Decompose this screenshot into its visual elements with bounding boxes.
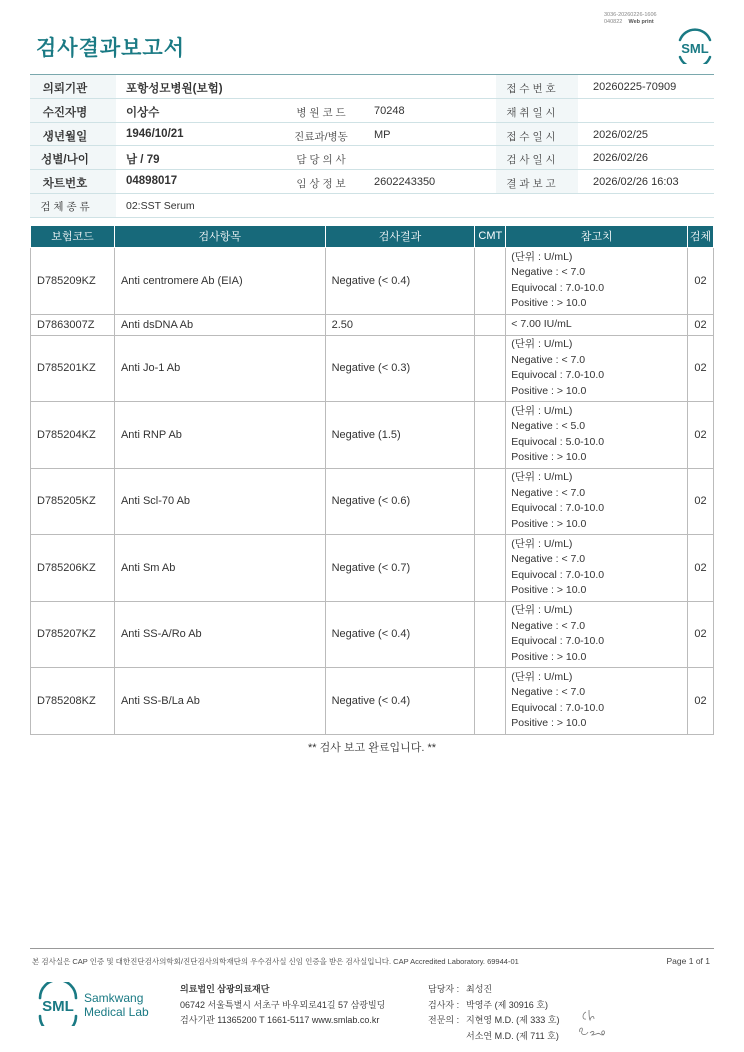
- reference-line: Negative : < 7.0: [511, 266, 586, 278]
- cell-insurance-code: D785208KZ: [31, 668, 115, 735]
- cell-reference: [506, 335, 688, 402]
- reference-line: Positive : > 10.0: [511, 517, 587, 530]
- info-label: 생년월일: [42, 130, 88, 143]
- reference-line: Negative : < 7.0: [511, 486, 586, 499]
- col-header-code: 보험코드: [31, 226, 115, 247]
- cell-cmt: [475, 468, 506, 535]
- reference-line: Positive : > 10.0: [511, 384, 587, 397]
- reference-line: Equivocal : 7.0-10.0: [511, 701, 605, 714]
- cell-insurance-code: D785209KZ: [31, 247, 115, 314]
- cell-reference: [506, 601, 688, 668]
- cell-cmt: [475, 535, 506, 602]
- reference-line: (단위 : U/mL): [511, 604, 573, 617]
- cell-insurance-code: D785206KZ: [31, 535, 115, 602]
- reference-line: Positive : > 10.0: [511, 451, 587, 464]
- cell-result: Negative (< 0.4): [325, 247, 475, 314]
- info-label: 성별/나이: [41, 154, 89, 167]
- col-header-specimen: 검체: [687, 226, 713, 247]
- foundation-contact: 검사기관 11365200 T 1661-5117 www.smlab.co.kr: [180, 1015, 380, 1025]
- cell-result: Negative (< 0.4): [325, 601, 475, 668]
- staff-name: 최성진: [466, 984, 493, 994]
- table-row: [31, 402, 714, 469]
- cell-result: Negative (< 0.7): [325, 535, 475, 602]
- info-value: 2602243350: [374, 176, 436, 189]
- staff-role: 전문의 :: [428, 1015, 460, 1025]
- col-header-result: 검사결과: [325, 226, 475, 247]
- info-label: 진료과/병동: [294, 130, 348, 143]
- reference-line: Negative : < 7.0: [511, 553, 586, 566]
- cell-reference: [506, 468, 688, 535]
- cell-cmt: [475, 601, 506, 668]
- info-label: 수진자명: [42, 106, 88, 119]
- foundation-address: 06742 서울특별시 서초구 바우뫼로41길 57 삼광빌딩: [180, 999, 386, 1010]
- info-label: 채 취 일 시: [506, 106, 556, 119]
- table-row: [31, 335, 714, 402]
- sml-logo: [674, 26, 716, 64]
- reference-line: Equivocal : 7.0-10.0: [511, 502, 605, 515]
- info-label: 병 원 코 드: [296, 106, 346, 119]
- info-row: [30, 99, 714, 123]
- cell-insurance-code: D785207KZ: [31, 601, 115, 668]
- table-row: [31, 314, 714, 335]
- reference-line: Equivocal : 7.0-10.0: [511, 635, 605, 648]
- cell-specimen: 02: [687, 402, 713, 469]
- info-row: [30, 146, 714, 170]
- info-label: 접 수 번 호: [506, 83, 556, 95]
- cell-result: 2.50: [325, 314, 475, 335]
- reference-line: Equivocal : 7.0-10.0: [511, 281, 605, 294]
- table-row: [31, 247, 714, 314]
- cell-specimen: 02: [687, 247, 713, 314]
- info-value: 남 / 79: [126, 154, 160, 167]
- staff-name: 서소연 M.D. (제 711 호): [466, 1030, 559, 1041]
- cell-test-item: Anti Scl-70 Ab: [114, 468, 325, 535]
- cell-result: Negative (< 0.4): [325, 668, 475, 735]
- table-row: [31, 535, 714, 602]
- cell-specimen: 02: [687, 601, 713, 668]
- samkwang-logo: [36, 982, 166, 1026]
- staff-role: 검사자 :: [428, 999, 460, 1010]
- reference-line: Equivocal : 7.0-10.0: [511, 369, 605, 382]
- reference-line: Equivocal : 7.0-10.0: [511, 568, 605, 581]
- cell-insurance-code: D785204KZ: [31, 402, 115, 469]
- reference-line: Positive : > 10.0: [511, 717, 587, 730]
- cell-result: Negative (< 0.3): [325, 335, 475, 402]
- info-row: [30, 123, 714, 147]
- info-label: 차트번호: [42, 178, 88, 191]
- table-row: [31, 601, 714, 668]
- col-header-item: 검사항목: [114, 226, 325, 247]
- cell-insurance-code: D7863007Z: [31, 314, 115, 335]
- cell-insurance-code: D785201KZ: [31, 335, 115, 402]
- foundation-name: 의료법인 삼광의료재단: [180, 984, 270, 994]
- print-code-line1: 3036-20260226-1606: [604, 12, 657, 18]
- reference-line: Negative : < 5.0: [511, 420, 586, 433]
- info-label: 의뢰기관: [42, 83, 88, 95]
- info-value: 포항성모병원(보험): [126, 83, 223, 95]
- cell-specimen: 02: [687, 314, 713, 335]
- signature-image: [576, 1004, 610, 1040]
- cell-test-item: Anti Jo-1 Ab: [114, 335, 325, 402]
- staff-row: [428, 1013, 559, 1029]
- results-header-row: [31, 226, 714, 247]
- print-code-line2: 040822: [604, 18, 623, 25]
- page-number: Page 1 of 1: [666, 956, 710, 966]
- cell-cmt: [475, 402, 506, 469]
- info-value: 04898017: [126, 175, 178, 188]
- cell-reference: [506, 535, 688, 602]
- reference-line: Positive : > 10.0: [511, 650, 587, 663]
- info-row: [30, 194, 714, 218]
- cell-test-item: Anti centromere Ab (EIA): [114, 247, 325, 314]
- logo-name: Medical Lab: [84, 1005, 149, 1019]
- cell-cmt: [475, 668, 506, 735]
- table-row: [31, 468, 714, 535]
- col-header-cmt: CMT: [475, 226, 506, 247]
- cell-test-item: Anti RNP Ab: [114, 402, 325, 469]
- cell-test-item: Anti SS-A/Ro Ab: [114, 601, 325, 668]
- patient-info: [30, 75, 714, 218]
- staff-role: 담당자 :: [428, 984, 460, 994]
- info-value: 02:SST Serum: [126, 199, 195, 212]
- reference-line: (단위 : U/mL): [511, 250, 573, 263]
- cell-test-item: Anti dsDNA Ab: [114, 314, 325, 335]
- cell-result: Negative (1.5): [325, 402, 475, 469]
- info-value: 이상수: [126, 106, 160, 119]
- completion-note: ** 검사 보고 완료입니다. **: [307, 742, 437, 754]
- staff-row: [428, 998, 559, 1014]
- logo-text: SML: [42, 998, 74, 1015]
- info-label: 접 수 일 시: [506, 130, 556, 143]
- cell-insurance-code: D785205KZ: [31, 468, 115, 535]
- info-value: 70248: [374, 104, 405, 117]
- info-label: 결 과 보 고: [506, 178, 556, 191]
- staff-row: [428, 982, 559, 998]
- info-value: 2026/02/25: [593, 128, 649, 141]
- footer-rule: [30, 948, 714, 949]
- info-row: [30, 170, 714, 194]
- staff-name: 지현영 M.D. (제 333 호): [466, 1015, 560, 1025]
- info-row: [30, 75, 714, 99]
- cell-cmt: [475, 314, 506, 335]
- staff-row: [428, 1029, 559, 1045]
- cell-reference: [506, 314, 688, 335]
- cell-specimen: 02: [687, 535, 713, 602]
- info-value: 20260225-70909: [593, 81, 677, 93]
- reference-line: (단위 : U/mL): [511, 537, 573, 550]
- cell-specimen: 02: [687, 668, 713, 735]
- cell-reference: [506, 247, 688, 314]
- info-value: MP: [374, 128, 391, 141]
- certification-text: 본 검사실은 CAP 인증 및 대한진단검사의학회/진단검사의학재단의 우수검사실 신임 인증을 받은 검사실입니다. CAP Accredited Laboratory. 69944-01: [32, 957, 519, 966]
- info-label: 검 사 일 시: [506, 154, 556, 167]
- reference-line: Negative : < 7.0: [511, 619, 586, 632]
- reference-line: (단위 : U/mL): [511, 338, 573, 351]
- cell-test-item: Anti Sm Ab: [114, 535, 325, 602]
- staff-info: [428, 982, 559, 1044]
- reference-line: Positive : > 10.0: [511, 584, 587, 597]
- print-code: [604, 12, 657, 25]
- reference-line: < 7.00 IU/mL: [511, 317, 572, 330]
- results-table: [30, 226, 714, 735]
- print-mode: Web print: [628, 18, 654, 25]
- reference-line: Equivocal : 5.0-10.0: [511, 435, 605, 448]
- staff-name: 박영주 (제 30916 호): [466, 999, 548, 1010]
- info-value: 2026/02/26: [593, 152, 649, 165]
- cell-test-item: Anti SS-B/La Ab: [114, 668, 325, 735]
- info-label: 검 체 종 류: [40, 200, 90, 213]
- reference-line: (단위 : U/mL): [511, 670, 573, 683]
- cell-reference: [506, 668, 688, 735]
- table-row: [31, 668, 714, 735]
- reference-line: Positive : > 10.0: [511, 297, 587, 309]
- cell-reference: [506, 402, 688, 469]
- foundation-info: [180, 982, 385, 1029]
- info-value: 2026/02/26 16:03: [593, 176, 679, 189]
- report-title: 검사결과보고서: [36, 37, 186, 60]
- reference-line: Negative : < 7.0: [511, 686, 586, 699]
- cell-cmt: [475, 335, 506, 402]
- cell-result: Negative (< 0.6): [325, 468, 475, 535]
- info-label: 담 당 의 사: [296, 154, 346, 167]
- logo-name: Samkwang: [84, 991, 144, 1005]
- reference-line: Negative : < 7.0: [511, 353, 586, 366]
- cell-cmt: [475, 247, 506, 314]
- reference-line: (단위 : U/mL): [511, 404, 573, 417]
- info-label: 임 상 정 보: [296, 178, 346, 191]
- col-header-reference: 참고치: [506, 226, 688, 247]
- info-value: 1946/10/21: [126, 127, 184, 140]
- logo-text: SML: [681, 41, 709, 56]
- cell-specimen: 02: [687, 468, 713, 535]
- cell-specimen: 02: [687, 335, 713, 402]
- reference-line: (단위 : U/mL): [511, 471, 573, 484]
